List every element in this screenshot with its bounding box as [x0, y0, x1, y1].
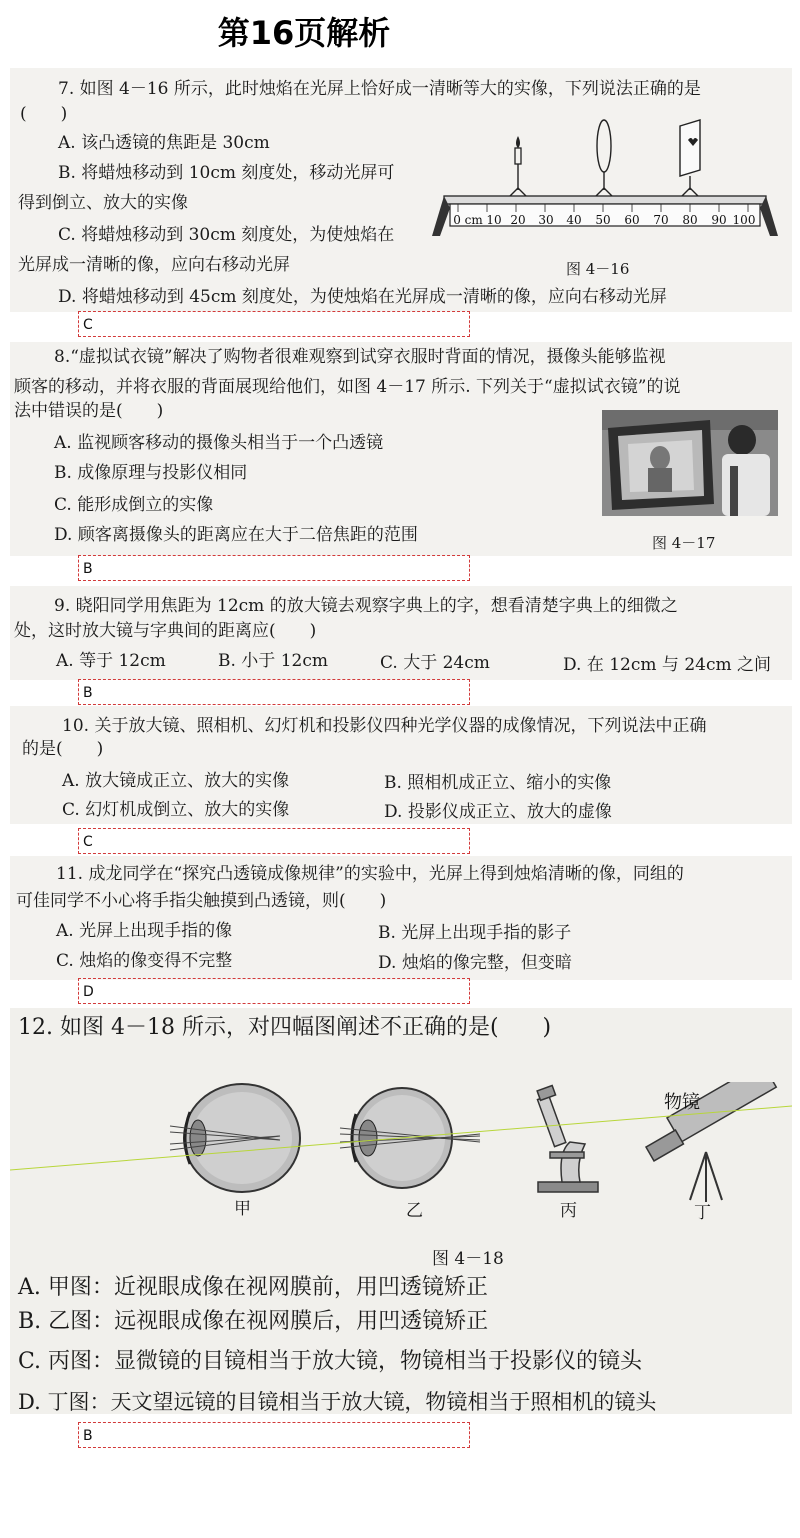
q7-answer-box: C [78, 311, 470, 337]
q12-answer-box: B [78, 1422, 470, 1448]
label-yi: 乙 [406, 1201, 423, 1221]
q8-stem-line2: 顾客的移动，并将衣服的背面展现给他们，如图 4－17 所示. 下列关于“虚拟试衣镜”的说 [14, 377, 681, 397]
q11-option-b: B. 光屏上出现手指的影子 [378, 923, 572, 943]
q9-option-a: A. 等于 12cm [56, 651, 166, 671]
figure-4-18-caption: 图 4－18 [432, 1249, 504, 1269]
q11-answer-box: D [78, 978, 470, 1004]
q11-stem-line1: 11. 成龙同学在“探究凸透镜成像规律”的实验中，光屏上得到烛焰清晰的像，同组的 [56, 864, 684, 884]
q9-option-c: C. 大于 24cm [380, 653, 490, 673]
q7-stem-line1: 7. 如图 4－16 所示，此时烛焰在光屏上恰好成一清晰等大的实像，下列说法正确的是 [58, 79, 701, 99]
ruler-label-0: 0 cm [453, 213, 483, 227]
q11-option-d: D. 烛焰的像完整，但变暗 [378, 953, 572, 973]
q12-option-b: B. 乙图：远视眼成像在视网膜后，用凹透镜矫正 [18, 1309, 489, 1334]
candle [515, 148, 521, 164]
q9-stem-line1: 9. 晓阳同学用焦距为 12cm 的放大镜去观察字典上的字，想看清楚字典上的细微之 [54, 596, 678, 616]
ruler-label-20: 20 [510, 213, 526, 227]
q12-option-a: A. 甲图：近视眼成像在视网膜前，用凹透镜矫正 [18, 1275, 488, 1300]
virtual-fitting-mirror-photo [602, 410, 778, 516]
q10-option-a: A. 放大镜成正立、放大的实像 [62, 771, 290, 791]
q9-option-b: B. 小于 12cm [218, 651, 328, 671]
q11-stem-line2: 可佳同学不小心将手指尖触摸到凸透镜，则( ) [16, 891, 387, 911]
q7-option-a: A. 该凸透镜的焦距是 30cm [58, 133, 270, 153]
eyes-microscope-telescope-figure [10, 1082, 792, 1222]
ruler-label-90: 90 [711, 213, 727, 227]
q10-option-c: C. 幻灯机成倒立、放大的实像 [62, 800, 290, 820]
q7-option-d: D. 将蜡烛移动到 45cm 刻度处，为使烛焰在光屏成一清晰的像，应向右移动光屏 [58, 287, 667, 307]
ruler-label-50: 50 [595, 213, 611, 227]
page-title: 第16页解析 [217, 14, 391, 52]
light-screen [680, 120, 700, 176]
q10-answer-box: C [78, 828, 470, 854]
q11-option-a: A. 光屏上出现手指的像 [56, 921, 233, 941]
ruler-label-30: 30 [538, 213, 554, 227]
ruler-label-70: 70 [653, 213, 669, 227]
q7-option-b-line1: B. 将蜡烛移动到 10cm 刻度处，移动光屏可 [58, 163, 395, 183]
figure-4-17-caption: 图 4－17 [652, 534, 716, 552]
q8-stem-line1: 8.“虚拟试衣镜”解决了购物者很难观察到试穿衣服时背面的情况，摄像头能够监视 [54, 347, 666, 367]
q12-option-d: D. 丁图：天文望远镜的目镜相当于放大镜，物镜相当于照相机的镜头 [18, 1390, 657, 1414]
label-bing: 丙 [560, 1201, 577, 1221]
q12-stem: 12. 如图 4－18 所示，对四幅图阐述不正确的是( ) [18, 1015, 552, 1040]
q8-option-c: C. 能形成倒立的实像 [54, 495, 214, 515]
q10-option-d: D. 投影仪成正立、放大的虚像 [384, 802, 612, 822]
q7-option-c-line2: 光屏成一清晰的像，应向右移动光屏 [18, 255, 290, 275]
q12-option-c: C. 丙图：显微镜的目镜相当于放大镜，物镜相当于投影仪的镜头 [18, 1349, 643, 1374]
q11-option-c: C. 烛焰的像变得不完整 [56, 951, 233, 971]
q7-option-b-line2: 得到倒立、放大的实像 [18, 193, 188, 213]
q8-stem-line3: 法中错误的是( ) [14, 401, 164, 421]
ruler-label-40: 40 [566, 213, 582, 227]
q8-option-a: A. 监视顾客移动的摄像头相当于一个凸透镜 [54, 433, 384, 453]
candle-flame [516, 136, 520, 148]
optical-bench [444, 196, 766, 204]
q7-stem-line2: ( ) [20, 104, 68, 124]
q9-stem-line2: 处，这时放大镜与字典间的距离应( ) [14, 621, 317, 641]
q9-option-d: D. 在 12cm 与 24cm 之间 [563, 655, 771, 675]
figure-4-16-caption: 图 4－16 [566, 260, 630, 278]
q10-stem-line1: 10. 关于放大镜、照相机、幻灯机和投影仪四种光学仪器的成像情况，下列说法中正确 [62, 716, 707, 736]
label-ding: 丁 [694, 1203, 711, 1223]
ruler-label-60: 60 [624, 213, 640, 227]
microscope [537, 1086, 598, 1192]
ruler-label-10: 10 [486, 213, 502, 227]
optical-bench-figure [432, 118, 778, 248]
q10-stem-line2: 的是( ) [22, 739, 104, 759]
q8-answer-box: B [78, 555, 470, 581]
q8-option-d: D. 顾客离摄像头的距离应在大于二倍焦距的范围 [54, 525, 418, 545]
ruler-label-80: 80 [682, 213, 698, 227]
label-jia: 甲 [234, 1199, 251, 1219]
convex-lens [597, 120, 611, 172]
label-wujing: 物镜 [664, 1092, 700, 1113]
q9-answer-box: B [78, 679, 470, 705]
ruler-label-100: 100 [732, 213, 756, 227]
q8-option-b: B. 成像原理与投影仪相同 [54, 463, 248, 483]
q10-option-b: B. 照相机成正立、缩小的实像 [384, 773, 612, 793]
q7-option-c-line1: C. 将蜡烛移动到 30cm 刻度处，为使烛焰在 [58, 225, 395, 245]
